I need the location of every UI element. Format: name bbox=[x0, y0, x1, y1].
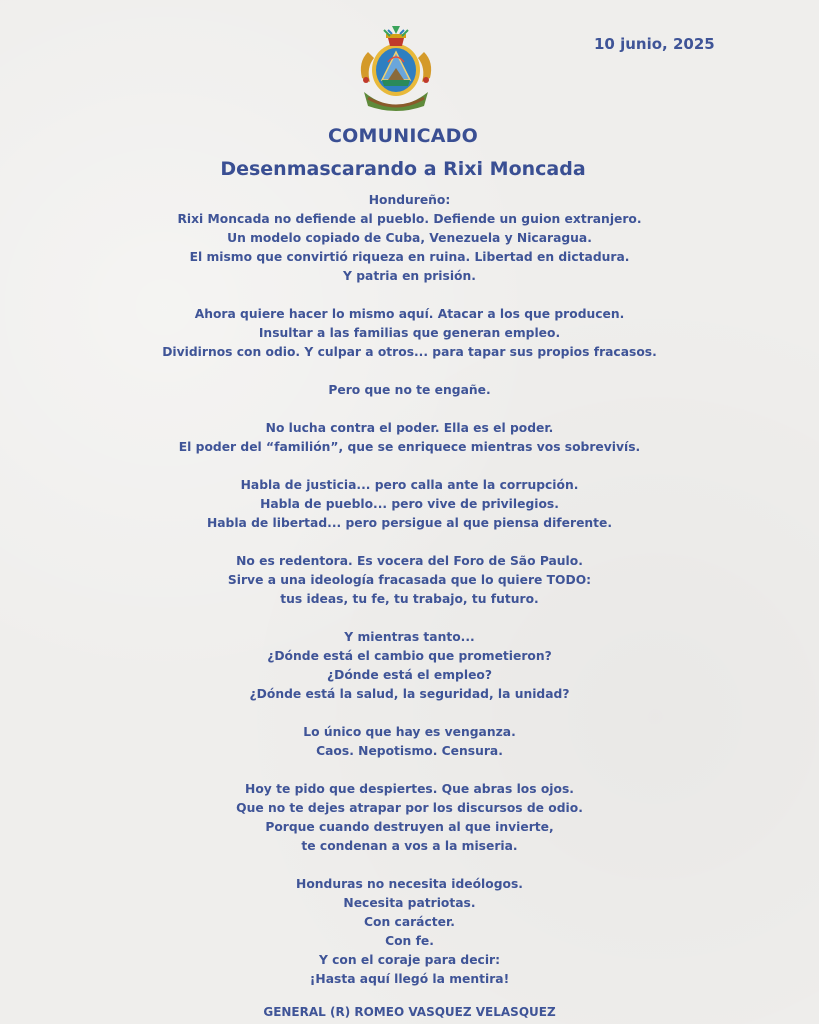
stanza bbox=[0, 875, 819, 989]
document-title: COMUNICADO bbox=[328, 125, 478, 147]
statement-body bbox=[0, 191, 819, 1008]
statement-line: Rixi Moncada no defiende al pueblo. Defiende un guion extranjero. bbox=[177, 212, 642, 226]
document-subtitle: Desenmascarando a Rixi Moncada bbox=[220, 158, 586, 180]
stanza bbox=[0, 305, 819, 362]
statement-line: Hoy te pido que despiertes. Que abras los ojos. bbox=[245, 782, 574, 796]
stanza bbox=[0, 780, 819, 856]
statement-line: Necesita patriotas. bbox=[343, 896, 476, 910]
statement-line: Un modelo copiado de Cuba, Venezuela y Nicaragua. bbox=[227, 231, 592, 245]
stanza bbox=[0, 191, 819, 286]
stanza bbox=[0, 381, 819, 400]
statement-line: Honduras no necesita ideólogos. bbox=[296, 877, 523, 891]
statement-line: ¿Dónde está el empleo? bbox=[326, 668, 492, 682]
signature: GENERAL (R) ROMEO VASQUEZ VELASQUEZ bbox=[263, 1005, 556, 1019]
statement-line: tus ideas, tu fe, tu trabajo, tu futuro. bbox=[280, 592, 539, 606]
stanza bbox=[0, 419, 819, 457]
statement-line: Y mientras tanto... bbox=[344, 630, 475, 644]
statement-line: Insultar a las familias que generan empleo. bbox=[258, 326, 561, 340]
statement-line: Habla de libertad... pero persigue al que piensa diferente. bbox=[206, 516, 613, 530]
statement-line: Habla de pueblo... pero vive de privilegios. bbox=[260, 497, 559, 511]
statement-line: ¡Hasta aquí llegó la mentira! bbox=[309, 972, 510, 986]
stanza bbox=[0, 552, 819, 609]
statement-line: Sirve a una ideología fracasada que lo quiere TODO: bbox=[227, 573, 592, 587]
statement-line: Porque cuando destruyen al que invierte, bbox=[265, 820, 554, 834]
statement-line: Hondureño: bbox=[368, 193, 451, 207]
statement-line: Caos. Nepotismo. Censura. bbox=[316, 744, 503, 758]
statement-line: No lucha contra el poder. Ella es el poder. bbox=[265, 421, 554, 435]
stanza bbox=[0, 476, 819, 533]
statement-line: No es redentora. Es vocera del Foro de São Paulo. bbox=[236, 554, 583, 568]
statement-line: ¿Dónde está el cambio que prometieron? bbox=[267, 649, 552, 663]
statement-line: El poder del “familión”, que se enriquece mientras vos sobrevivís. bbox=[178, 440, 641, 454]
statement-line: Dividirnos con odio. Y culpar a otros... para tapar sus propios fracasos. bbox=[162, 345, 657, 359]
statement-line: ¿Dónde está la salud, la seguridad, la unidad? bbox=[249, 687, 570, 701]
statement-line: te condenan a vos a la miseria. bbox=[301, 839, 518, 853]
statement-line: Con fe. bbox=[385, 934, 434, 948]
statement-line: Habla de justicia... pero calla ante la corrupción. bbox=[240, 478, 579, 492]
statement-line: Y con el coraje para decir: bbox=[318, 953, 501, 967]
document-date: 10 junio, 2025 bbox=[594, 35, 715, 53]
statement-line: Y patria en prisión. bbox=[343, 269, 476, 283]
statement-line: Ahora quiere hacer lo mismo aquí. Atacar a los que producen. bbox=[194, 307, 625, 321]
statement-line: El mismo que convirtió riqueza en ruina. Libertad en dictadura. bbox=[189, 250, 630, 264]
statement-line: Que no te dejes atrapar por los discursos de odio. bbox=[236, 801, 583, 815]
statement-line: Con carácter. bbox=[364, 915, 455, 929]
coat-of-arms-icon bbox=[358, 22, 434, 112]
stanza bbox=[0, 723, 819, 761]
statement-line: Pero que no te engañe. bbox=[328, 383, 491, 397]
stanza bbox=[0, 628, 819, 704]
statement-line: Lo único que hay es venganza. bbox=[303, 725, 516, 739]
